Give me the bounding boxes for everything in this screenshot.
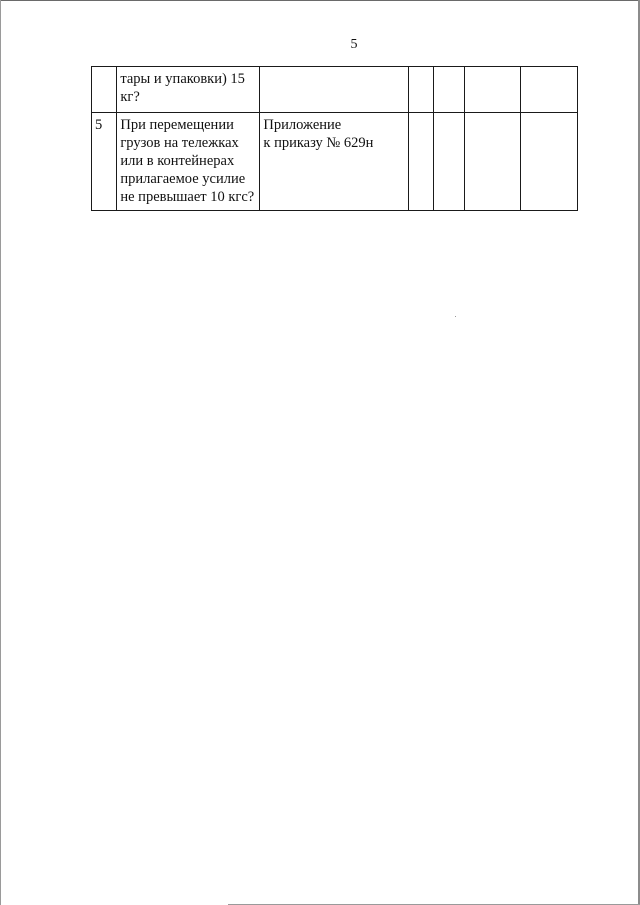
checklist-table xyxy=(91,66,578,211)
answer-cell xyxy=(521,113,578,211)
reference-line: Приложение xyxy=(263,117,342,133)
answer-cell xyxy=(521,67,578,113)
table-row xyxy=(92,113,578,211)
question-line: не превышает 10 кгс? xyxy=(120,189,255,205)
question-cell xyxy=(117,113,260,211)
scan-speck xyxy=(455,316,456,317)
reference-cell xyxy=(260,67,408,113)
question-line: кг? xyxy=(120,89,140,105)
question-line: тары и упаковки) 15 xyxy=(120,71,245,87)
reference-line: к приказу № 629н xyxy=(263,135,374,151)
question-line: При перемещении xyxy=(120,117,234,133)
answer-cell xyxy=(433,67,464,113)
answer-cell xyxy=(408,113,433,211)
answer-cell xyxy=(408,67,433,113)
answer-cell xyxy=(433,113,464,211)
row-number-cell xyxy=(92,67,117,113)
answer-cell xyxy=(465,67,521,113)
question-cell xyxy=(117,67,260,113)
page-number: 5 xyxy=(350,37,358,52)
scan-edge-top xyxy=(0,0,640,1)
question-line: или в контейнерах xyxy=(120,153,235,169)
table-row xyxy=(92,67,578,113)
row-number-cell: 5 xyxy=(92,113,117,211)
question-line: грузов на тележках xyxy=(120,135,239,151)
reference-cell xyxy=(260,113,408,211)
question-line: прилагаемое усилие xyxy=(120,171,246,187)
answer-cell xyxy=(465,113,521,211)
scan-edge-left xyxy=(0,0,1,905)
